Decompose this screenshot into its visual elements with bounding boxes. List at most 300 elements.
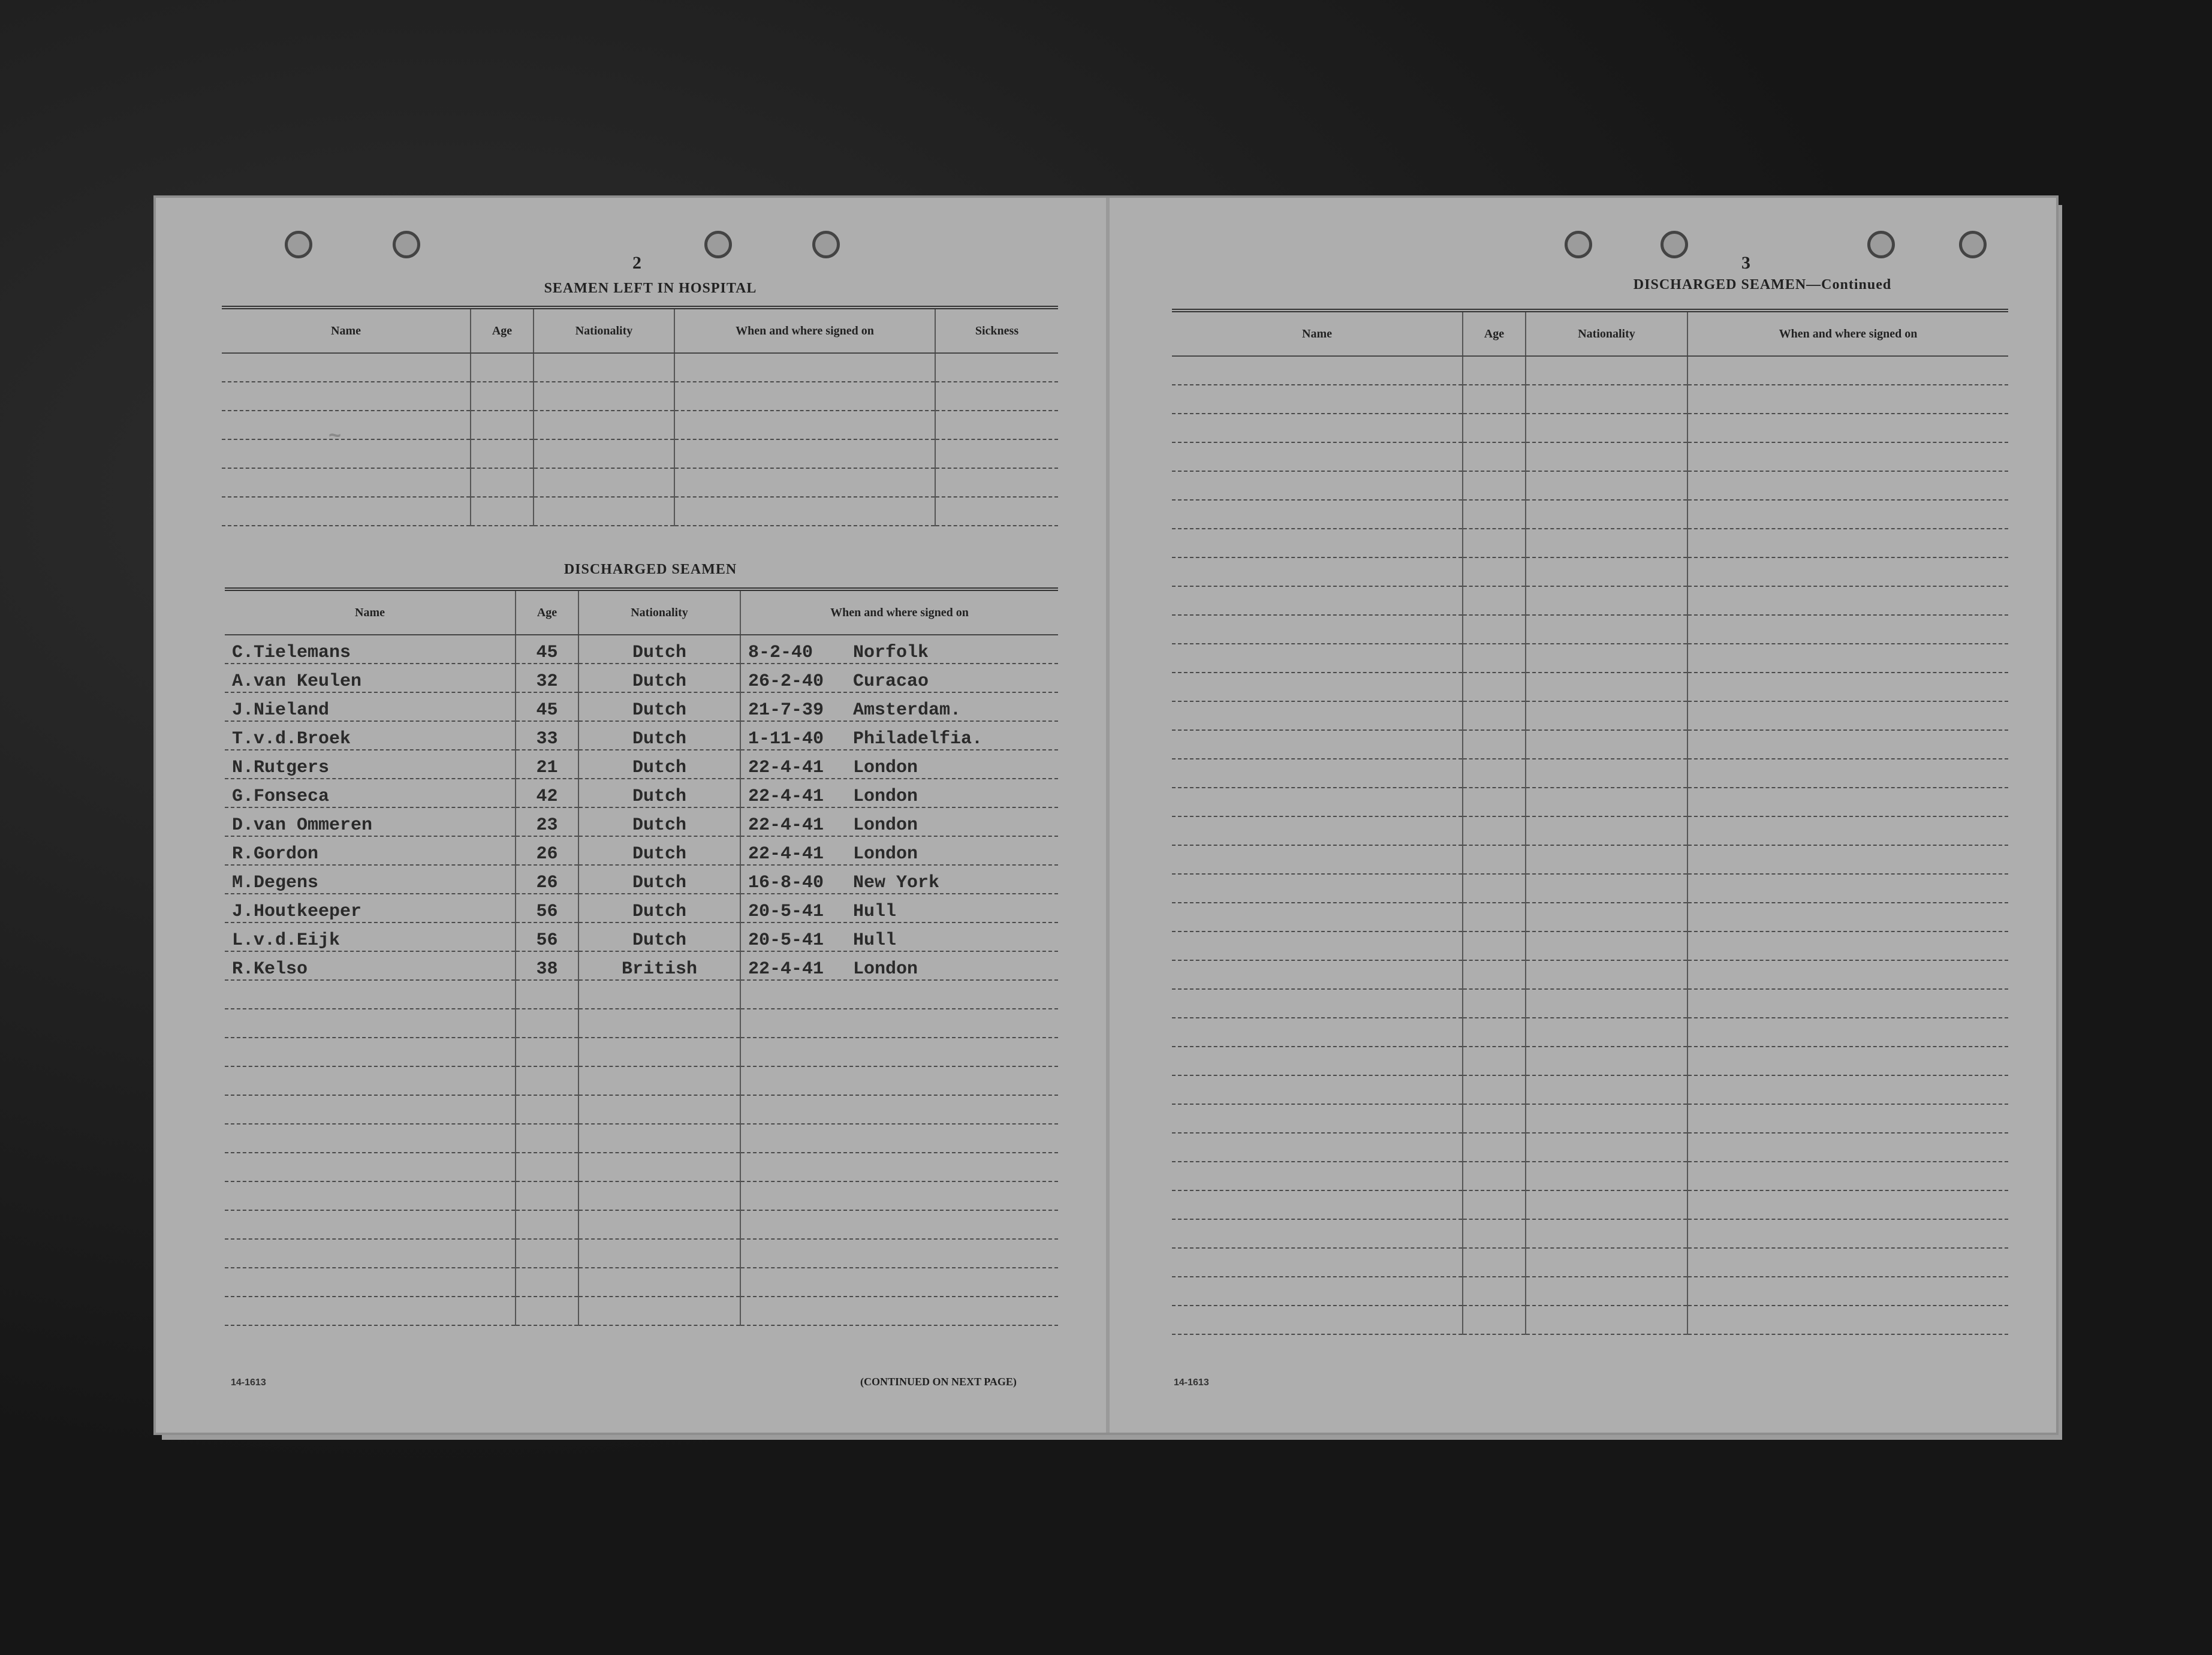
column-header-signed-on: When and where signed on xyxy=(1687,310,2008,356)
signed-on xyxy=(740,894,1058,923)
empty-cell xyxy=(1172,1306,1463,1334)
binder-hole xyxy=(393,231,420,258)
empty-cell xyxy=(1526,816,1687,845)
empty-cell xyxy=(1172,414,1463,442)
empty-cell xyxy=(1463,1219,1526,1248)
empty-cell xyxy=(1463,385,1526,414)
seaman-age: 45 xyxy=(516,692,578,721)
empty-cell xyxy=(1172,442,1463,471)
empty-cell xyxy=(1687,931,2008,960)
empty-cell xyxy=(1172,701,1463,730)
empty-cell xyxy=(225,980,516,1009)
empty-cell xyxy=(1463,816,1526,845)
signed-on xyxy=(740,865,1058,894)
signed-on-date: 1-11-40 xyxy=(748,729,824,749)
binder-hole xyxy=(1565,231,1592,258)
signed-on-date: 21-7-39 xyxy=(748,700,824,721)
table-row xyxy=(1172,557,2008,586)
empty-cell xyxy=(1687,1018,2008,1047)
pencil-mark: ~ xyxy=(329,423,342,447)
empty-cell xyxy=(516,1181,578,1210)
empty-cell xyxy=(1463,1075,1526,1104)
empty-cell xyxy=(578,1210,740,1239)
table-row xyxy=(1172,586,2008,615)
empty-cell xyxy=(516,980,578,1009)
empty-cell xyxy=(1172,759,1463,788)
empty-cell xyxy=(740,1038,1058,1066)
empty-cell xyxy=(1463,730,1526,759)
signed-on-date: 22-4-41 xyxy=(748,815,824,836)
empty-cell xyxy=(1687,1047,2008,1075)
form-code: 14-1613 xyxy=(231,1377,266,1388)
column-header-age: Age xyxy=(471,308,534,353)
page-number: 2 xyxy=(632,253,641,273)
empty-cell xyxy=(740,1268,1058,1297)
empty-cell xyxy=(1526,1248,1687,1277)
page-number: 3 xyxy=(1741,253,1750,273)
binder-hole xyxy=(704,231,732,258)
signed-on xyxy=(740,807,1058,836)
table-row xyxy=(225,721,1058,750)
table-row xyxy=(1172,500,2008,529)
table-row xyxy=(222,439,1058,468)
empty-cell xyxy=(222,497,471,526)
empty-cell xyxy=(578,1181,740,1210)
empty-cell xyxy=(1687,759,2008,788)
empty-cell xyxy=(1526,1190,1687,1219)
table-row xyxy=(222,468,1058,497)
signed-on-place: London xyxy=(853,786,918,807)
seaman-age: 38 xyxy=(516,951,578,980)
empty-cell xyxy=(1463,1248,1526,1277)
empty-cell xyxy=(935,353,1058,382)
signed-on-place: Hull xyxy=(853,902,897,922)
empty-cell xyxy=(1463,500,1526,529)
table-row xyxy=(1172,960,2008,989)
empty-cell xyxy=(740,1009,1058,1038)
empty-cell xyxy=(1526,1277,1687,1306)
table-row xyxy=(1172,414,2008,442)
table-row xyxy=(1172,471,2008,500)
signed-on-date: 22-4-41 xyxy=(748,959,824,979)
empty-cell xyxy=(1526,1133,1687,1162)
empty-cell xyxy=(1687,1219,2008,1248)
table-row xyxy=(225,635,1058,664)
empty-cell xyxy=(471,382,534,411)
empty-cell xyxy=(1526,931,1687,960)
empty-cell xyxy=(1687,1075,2008,1104)
table-row xyxy=(222,382,1058,411)
empty-cell xyxy=(1172,356,1463,385)
empty-cell xyxy=(225,1038,516,1066)
empty-cell xyxy=(225,1239,516,1268)
empty-cell xyxy=(1526,1219,1687,1248)
seaman-nationality: Dutch xyxy=(578,750,740,779)
empty-cell xyxy=(1463,615,1526,644)
table-row xyxy=(1172,730,2008,759)
signed-on-place: Amsterdam. xyxy=(853,700,962,721)
table-row xyxy=(1172,1047,2008,1075)
signed-on xyxy=(740,923,1058,951)
signed-on-place: London xyxy=(853,959,918,979)
seaman-age: 26 xyxy=(516,836,578,865)
empty-cell xyxy=(1172,385,1463,414)
empty-cell xyxy=(1526,557,1687,586)
empty-cell xyxy=(1526,759,1687,788)
form-code: 14-1613 xyxy=(1174,1377,1209,1388)
table-row xyxy=(1172,701,2008,730)
table-row xyxy=(225,1124,1058,1153)
table-row xyxy=(225,779,1058,807)
empty-cell xyxy=(1526,960,1687,989)
empty-cell xyxy=(534,382,674,411)
discharged-table xyxy=(225,587,1058,1326)
table-row xyxy=(1172,442,2008,471)
seaman-nationality: British xyxy=(578,951,740,980)
empty-cell xyxy=(1687,615,2008,644)
empty-cell xyxy=(225,1210,516,1239)
empty-cell xyxy=(578,1095,740,1124)
empty-cell xyxy=(1463,442,1526,471)
column-header-nationality: Nationality xyxy=(534,308,674,353)
empty-cell xyxy=(1172,1018,1463,1047)
seaman-nationality: Dutch xyxy=(578,779,740,807)
empty-cell xyxy=(516,1066,578,1095)
table-row xyxy=(225,865,1058,894)
table-row xyxy=(1172,673,2008,701)
table-row xyxy=(1172,759,2008,788)
empty-cell xyxy=(1172,931,1463,960)
empty-cell xyxy=(534,497,674,526)
seaman-nationality: Dutch xyxy=(578,865,740,894)
empty-cell xyxy=(1687,1104,2008,1133)
table-row xyxy=(222,497,1058,526)
empty-cell xyxy=(1526,788,1687,816)
empty-cell xyxy=(1463,586,1526,615)
empty-cell xyxy=(1526,442,1687,471)
empty-cell xyxy=(1526,500,1687,529)
empty-cell xyxy=(1687,701,2008,730)
empty-cell xyxy=(578,1009,740,1038)
empty-cell xyxy=(1526,903,1687,931)
empty-cell xyxy=(1172,1162,1463,1190)
seaman-name: T.v.d.Broek xyxy=(225,721,516,750)
empty-cell xyxy=(1526,615,1687,644)
table-row xyxy=(225,807,1058,836)
empty-cell xyxy=(1463,1047,1526,1075)
table-row xyxy=(225,980,1058,1009)
empty-cell xyxy=(740,1153,1058,1181)
empty-cell xyxy=(1172,1047,1463,1075)
seaman-name: C.Tielemans xyxy=(225,635,516,664)
empty-cell xyxy=(740,1181,1058,1210)
empty-cell xyxy=(1463,903,1526,931)
seaman-name: L.v.d.Eijk xyxy=(225,923,516,951)
empty-cell xyxy=(1463,1190,1526,1219)
empty-cell xyxy=(1687,730,2008,759)
signed-on-place: Norfolk xyxy=(853,643,929,663)
empty-cell xyxy=(578,980,740,1009)
signed-on-place: Hull xyxy=(853,930,897,951)
table-row xyxy=(222,411,1058,439)
discharged-section-title: DISCHARGED SEAMEN xyxy=(563,562,737,577)
empty-cell xyxy=(1526,586,1687,615)
empty-cell xyxy=(935,411,1058,439)
empty-cell xyxy=(578,1124,740,1153)
empty-cell xyxy=(1687,788,2008,816)
empty-cell xyxy=(578,1038,740,1066)
discharged-continued-title: DISCHARGED SEAMEN—Continued xyxy=(1633,277,1892,293)
binder-hole xyxy=(1660,231,1688,258)
hospital-table xyxy=(222,306,1058,526)
empty-cell xyxy=(1463,1306,1526,1334)
signed-on-date: 20-5-41 xyxy=(748,902,824,922)
empty-cell xyxy=(1463,845,1526,874)
table-row xyxy=(1172,816,2008,845)
signed-on-date: 22-4-41 xyxy=(748,844,824,864)
empty-cell xyxy=(1172,471,1463,500)
empty-cell xyxy=(1172,816,1463,845)
right-page xyxy=(1109,198,2056,1433)
empty-cell xyxy=(1172,1104,1463,1133)
empty-cell xyxy=(471,497,534,526)
table-row xyxy=(1172,931,2008,960)
empty-cell xyxy=(516,1297,578,1325)
table-row xyxy=(1172,1075,2008,1104)
empty-cell xyxy=(1687,557,2008,586)
empty-cell xyxy=(578,1066,740,1095)
empty-cell xyxy=(471,353,534,382)
column-header-sickness: Sickness xyxy=(935,308,1058,353)
empty-cell xyxy=(1172,1133,1463,1162)
empty-cell xyxy=(222,353,471,382)
seaman-nationality: Dutch xyxy=(578,836,740,865)
table-row xyxy=(225,1297,1058,1325)
empty-cell xyxy=(1172,644,1463,673)
empty-cell xyxy=(1687,845,2008,874)
empty-cell xyxy=(1687,1306,2008,1334)
empty-cell xyxy=(935,439,1058,468)
signed-on-date: 16-8-40 xyxy=(748,873,824,893)
empty-cell xyxy=(1687,960,2008,989)
seaman-name: J.Houtkeeper xyxy=(225,894,516,923)
signed-on-date: 20-5-41 xyxy=(748,930,824,951)
empty-cell xyxy=(578,1153,740,1181)
signed-on xyxy=(740,635,1058,664)
empty-cell xyxy=(1463,644,1526,673)
empty-cell xyxy=(1526,845,1687,874)
empty-cell xyxy=(1463,701,1526,730)
seaman-name: A.van Keulen xyxy=(225,664,516,692)
empty-cell xyxy=(1172,673,1463,701)
empty-cell xyxy=(516,1268,578,1297)
empty-cell xyxy=(225,1095,516,1124)
empty-cell xyxy=(471,468,534,497)
empty-cell xyxy=(1172,788,1463,816)
empty-cell xyxy=(471,439,534,468)
empty-cell xyxy=(1526,471,1687,500)
empty-cell xyxy=(1687,356,2008,385)
empty-cell xyxy=(1172,874,1463,903)
empty-cell xyxy=(1463,1277,1526,1306)
signed-on xyxy=(740,721,1058,750)
seaman-age: 32 xyxy=(516,664,578,692)
empty-cell xyxy=(740,1239,1058,1268)
signed-on-place: Curacao xyxy=(853,671,929,692)
empty-cell xyxy=(674,497,935,526)
signed-on-date: 22-4-41 xyxy=(748,758,824,778)
empty-cell xyxy=(1172,730,1463,759)
empty-cell xyxy=(1172,557,1463,586)
seaman-age: 56 xyxy=(516,894,578,923)
empty-cell xyxy=(1687,1133,2008,1162)
seaman-nationality: Dutch xyxy=(578,635,740,664)
seaman-age: 26 xyxy=(516,865,578,894)
table-row xyxy=(225,836,1058,865)
empty-cell xyxy=(1463,356,1526,385)
empty-cell xyxy=(516,1038,578,1066)
empty-cell xyxy=(1687,874,2008,903)
seaman-name: R.Gordon xyxy=(225,836,516,865)
empty-cell xyxy=(1526,874,1687,903)
empty-cell xyxy=(1463,989,1526,1018)
empty-cell xyxy=(674,353,935,382)
table-row xyxy=(225,1038,1058,1066)
empty-cell xyxy=(1172,989,1463,1018)
seaman-nationality: Dutch xyxy=(578,807,740,836)
empty-cell xyxy=(1526,673,1687,701)
table-row xyxy=(225,1239,1058,1268)
empty-cell xyxy=(1687,903,2008,931)
signed-on-place: Philadelfia. xyxy=(853,729,983,749)
table-row xyxy=(1172,845,2008,874)
empty-cell xyxy=(740,1095,1058,1124)
table-row xyxy=(1172,989,2008,1018)
empty-cell xyxy=(1526,701,1687,730)
empty-cell xyxy=(1172,529,1463,557)
empty-cell xyxy=(740,980,1058,1009)
empty-cell xyxy=(1687,1248,2008,1277)
empty-cell xyxy=(1463,1133,1526,1162)
empty-cell xyxy=(1463,1162,1526,1190)
empty-cell xyxy=(1172,845,1463,874)
table-row xyxy=(225,750,1058,779)
empty-cell xyxy=(674,382,935,411)
seaman-age: 23 xyxy=(516,807,578,836)
seaman-age: 21 xyxy=(516,750,578,779)
empty-cell xyxy=(1172,1075,1463,1104)
empty-cell xyxy=(225,1268,516,1297)
table-row xyxy=(225,692,1058,721)
empty-cell xyxy=(1172,1190,1463,1219)
signed-on xyxy=(740,951,1058,980)
seaman-name: M.Degens xyxy=(225,865,516,894)
signed-on xyxy=(740,750,1058,779)
empty-cell xyxy=(1687,816,2008,845)
signed-on xyxy=(740,692,1058,721)
empty-cell xyxy=(225,1066,516,1095)
empty-cell xyxy=(1687,586,2008,615)
empty-cell xyxy=(1463,788,1526,816)
seaman-age: 45 xyxy=(516,635,578,664)
empty-cell xyxy=(1172,960,1463,989)
signed-on xyxy=(740,664,1058,692)
empty-cell xyxy=(740,1124,1058,1153)
empty-cell xyxy=(222,468,471,497)
table-row xyxy=(1172,1133,2008,1162)
empty-cell xyxy=(1526,1104,1687,1133)
table-row xyxy=(225,1153,1058,1181)
empty-cell xyxy=(1526,356,1687,385)
empty-cell xyxy=(740,1210,1058,1239)
empty-cell xyxy=(1687,414,2008,442)
table-row xyxy=(225,923,1058,951)
empty-cell xyxy=(1463,931,1526,960)
empty-cell xyxy=(222,411,471,439)
table-row xyxy=(225,1009,1058,1038)
empty-cell xyxy=(1463,1104,1526,1133)
signed-on-date: 26-2-40 xyxy=(748,671,824,692)
continued-note: (CONTINUED ON NEXT PAGE) xyxy=(860,1376,1017,1388)
empty-cell xyxy=(534,353,674,382)
empty-cell xyxy=(534,468,674,497)
seaman-age: 42 xyxy=(516,779,578,807)
seaman-name: R.Kelso xyxy=(225,951,516,980)
empty-cell xyxy=(1526,644,1687,673)
signed-on-place: London xyxy=(853,815,918,836)
empty-cell xyxy=(516,1210,578,1239)
empty-cell xyxy=(222,439,471,468)
empty-cell xyxy=(935,468,1058,497)
empty-cell xyxy=(534,439,674,468)
empty-cell xyxy=(674,439,935,468)
empty-cell xyxy=(674,468,935,497)
empty-cell xyxy=(1172,500,1463,529)
table-row xyxy=(225,1095,1058,1124)
empty-cell xyxy=(1463,471,1526,500)
column-header-name: Name xyxy=(225,589,516,635)
seaman-name: G.Fonseca xyxy=(225,779,516,807)
table-row xyxy=(1172,1306,2008,1334)
empty-cell xyxy=(516,1153,578,1181)
binder-hole xyxy=(1959,231,1987,258)
empty-cell xyxy=(1526,1047,1687,1075)
empty-cell xyxy=(225,1009,516,1038)
empty-cell xyxy=(1687,989,2008,1018)
discharged-continued-table xyxy=(1172,309,2008,1335)
empty-cell xyxy=(1526,1306,1687,1334)
empty-cell xyxy=(1526,414,1687,442)
empty-cell xyxy=(935,497,1058,526)
empty-cell xyxy=(1687,385,2008,414)
table-row xyxy=(1172,615,2008,644)
table-row xyxy=(1172,788,2008,816)
table-row xyxy=(1172,1190,2008,1219)
table-row xyxy=(1172,1018,2008,1047)
empty-cell xyxy=(225,1153,516,1181)
empty-cell xyxy=(935,382,1058,411)
table-row xyxy=(1172,1248,2008,1277)
seaman-nationality: Dutch xyxy=(578,923,740,951)
table-row xyxy=(1172,644,2008,673)
empty-cell xyxy=(225,1181,516,1210)
empty-cell xyxy=(516,1095,578,1124)
empty-cell xyxy=(1526,730,1687,759)
table-row xyxy=(1172,1219,2008,1248)
table-row xyxy=(1172,1277,2008,1306)
column-header-signed-on: When and where signed on xyxy=(674,308,935,353)
binder-hole xyxy=(285,231,312,258)
